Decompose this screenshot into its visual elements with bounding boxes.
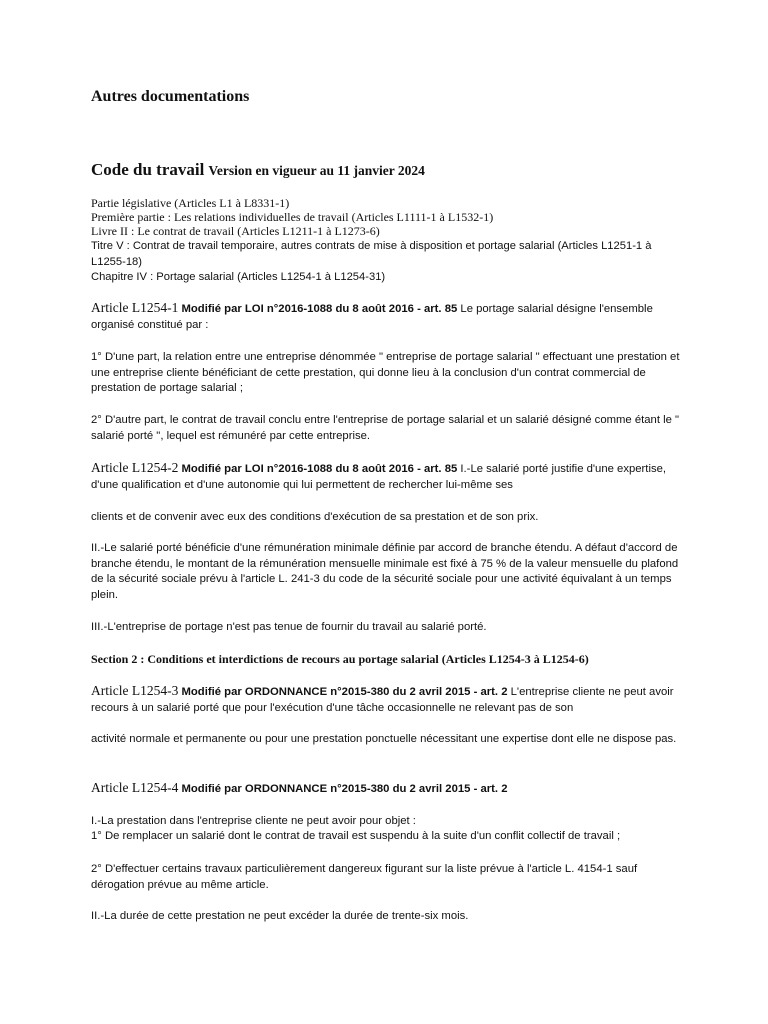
- modified-by-label: Modifié par: [181, 686, 242, 698]
- article-lead-text: Le portage salarial désigne l'ensemble organisé constitué par :: [91, 303, 653, 331]
- modified-by-reference: n°2016-1088 du 8 août 2016 - art. 85: [266, 303, 458, 315]
- modified-by-law-link[interactable]: LOI: [244, 463, 264, 475]
- modified-by-ordinance-link[interactable]: ORDONNANCE: [244, 783, 328, 795]
- article-title: Article L1254-4: [91, 780, 179, 795]
- article-title: Article L1254-1: [91, 300, 179, 315]
- breadcrumb-chapitre: Chapitre IV : Portage salarial (Articles L1254-1 à L1254-31): [91, 271, 386, 283]
- code-title: Code du travail: [91, 160, 205, 179]
- modified-by-label: Modifié par: [181, 303, 242, 315]
- article-paragraph: II.-La durée de cette prestation ne peut excéder la durée de trente-six mois.: [91, 910, 469, 922]
- article-l1254-1: [91, 300, 681, 333]
- article-paragraph: activité normale et permanente ou pour une prestation ponctuelle nécessitant une expertise dont elle ne dispose pas.: [91, 733, 677, 745]
- article-paragraph: II.-Le salarié porté bénéficie d'une rémunération minimale définie par accord de branche étendu. A défaut d'accord de branche étendu, le montant de la rémunération mensuelle minimale est fixé à 75 % de la valeur mensuelle du plafond de la sécurité sociale prévu à l'article L. 241-3 du code de la sécurité sociale pour une activité équivalant à un temps plein.: [91, 542, 679, 601]
- modified-by-ordinance-link[interactable]: ORDONNANCE: [244, 686, 328, 698]
- article-paragraph: 2° D'effectuer certains travaux particulièrement dangereux figurant sur la liste prévue à l'article L. 4154-1 sauf dérogation prévue au même article.: [91, 863, 638, 891]
- modified-by-label: Modifié par: [181, 783, 242, 795]
- code-version: Version en vigueur au 11 janvier 2024: [208, 163, 425, 178]
- article-paragraph: 1° De remplacer un salarié dont le contrat de travail est suspendu à la suite d'un conflit collectif de travail ;: [91, 830, 621, 842]
- article-l1254-2: [91, 460, 681, 493]
- article-paragraph: III.-L'entreprise de portage n'est pas tenue de fournir du travail au salarié porté.: [91, 621, 487, 633]
- article-title: Article L1254-2: [91, 460, 179, 475]
- modified-by-reference: n°2015-380 du 2 avril 2015 - art. 2: [330, 686, 508, 698]
- modified-by-reference: n°2015-380 du 2 avril 2015 - art. 2: [330, 783, 508, 795]
- section-title: Section 2 : Conditions et interdictions de recours au portage salarial (Articles L1254-3 à L1254-6): [91, 652, 589, 666]
- breadcrumb-premiere-partie: Première partie : Les relations individuelles de travail (Articles L1111-1 à L1532-1): [91, 210, 494, 224]
- article-paragraph: 1° D'une part, la relation entre une entreprise dénommée " entreprise de portage salarial " effectuant une prestation et une entreprise cliente bénéficiant de cette prestation, qui donne lieu à la conclusion d'un contrat commercial de prestation de portage salarial ;: [91, 351, 680, 394]
- code-header: [91, 160, 681, 180]
- article-lead-text: L'entreprise cliente ne peut avoir recours à un salarié porté que pour l'exécution d'une tâche occasionnelle ne relevant pas de son: [91, 686, 674, 714]
- breadcrumb-livre: Livre II : Le contrat de travail (Articles L1211-1 à L1273-6): [91, 224, 380, 238]
- breadcrumb-partie: Partie législative (Articles L1 à L8331-1): [91, 196, 290, 210]
- modified-by-reference: n°2016-1088 du 8 août 2016 - art. 85: [266, 463, 458, 475]
- article-paragraph: I.-La prestation dans l'entreprise cliente ne peut avoir pour objet :: [91, 815, 416, 827]
- article-title: Article L1254-3: [91, 683, 179, 698]
- section-heading: Autres documentations: [91, 88, 250, 105]
- breadcrumb-titre: Titre V : Contrat de travail temporaire, autres contrats de mise à disposition et portage salarial (Articles L1251-1 à L1255-18): [91, 240, 652, 268]
- article-l1254-3: [91, 683, 681, 716]
- modified-by-label: Modifié par: [181, 463, 242, 475]
- article-paragraph: clients et de convenir avec eux des conditions d'exécution de sa prestation et de son prix.: [91, 511, 539, 523]
- article-lead-text: I.-Le salarié porté justifie d'une expertise, d'une qualification et d'une autonomie qui lui permettent de rechercher lui-même ses: [91, 463, 667, 491]
- modified-by-law-link[interactable]: LOI: [244, 303, 264, 315]
- breadcrumb: [91, 196, 681, 286]
- article-l1254-4: [91, 780, 681, 798]
- article-paragraph: 2° D'autre part, le contrat de travail conclu entre l'entreprise de portage salarial et un salarié désigné comme étant le " salarié porté ", lequel est rémunéré par cette entreprise.: [91, 414, 680, 442]
